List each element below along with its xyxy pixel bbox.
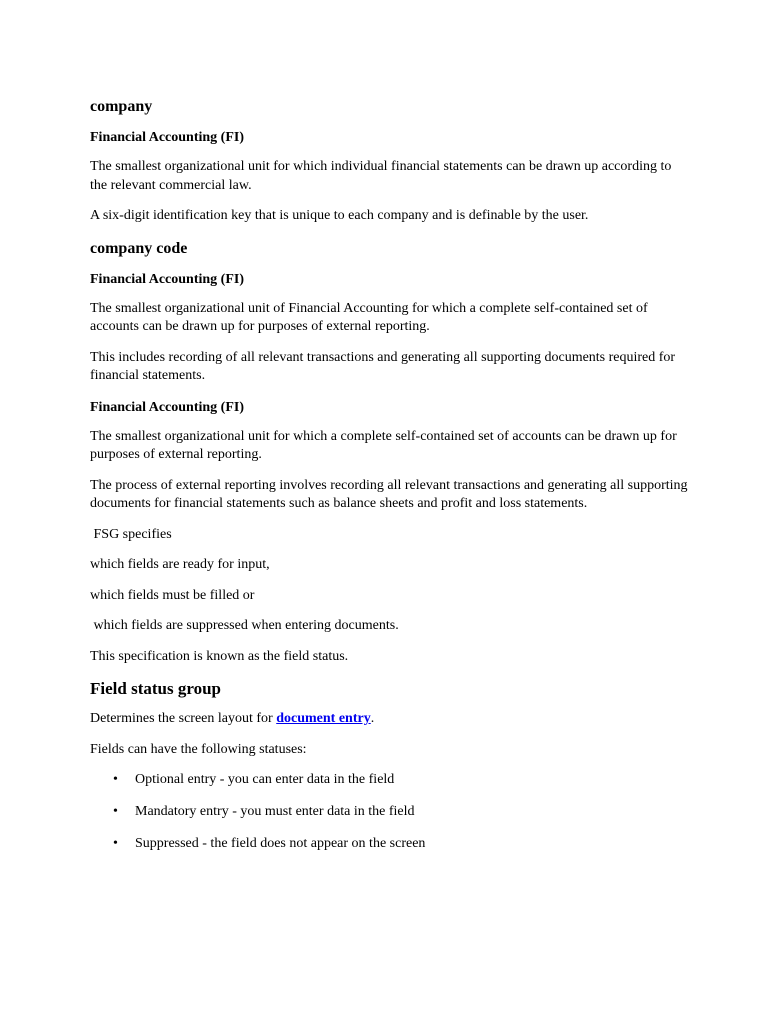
fsg-specifies: FSG specifies	[90, 526, 172, 542]
area-label: Financial Accounting (FI)	[90, 130, 245, 145]
list-item-text: Mandatory entry - you must enter data in the field	[135, 804, 415, 819]
intro-suffix: .	[370, 711, 375, 726]
bullet-icon: •	[113, 836, 118, 851]
statuses-intro: Fields can have the following statuses:	[90, 741, 307, 757]
company-definition: The smallest organizational unit for which individual financial statements can be drawn up according to the relevant commercial law.	[90, 159, 672, 193]
heading-company-code: company code	[90, 239, 188, 257]
bullet-icon: •	[113, 772, 118, 787]
external-reporting-process: The process of external reporting involves recording all relevant transactions and generating all supporting documents for financial statements such as balance sheets and profit and loss statements.	[90, 477, 688, 511]
intro-prefix: Determines the screen layout for	[90, 711, 277, 726]
bullet-icon: •	[113, 804, 118, 819]
fsg-line-input: which fields are ready for input,	[90, 557, 270, 572]
status-list	[90, 771, 690, 854]
field-status-group-intro	[90, 710, 690, 729]
heading-company: company	[90, 98, 153, 115]
list-item	[113, 771, 690, 790]
fsg-known-as: This specification is known as the field status.	[90, 648, 349, 664]
list-item	[113, 803, 690, 822]
fsg-line-suppressed: which fields are suppressed when entering documents.	[90, 618, 399, 633]
area-label: Financial Accounting (FI)	[90, 399, 245, 415]
list-item	[113, 835, 690, 854]
area-label: Financial Accounting (FI)	[90, 271, 245, 287]
document-body	[90, 96, 690, 867]
company-code-includes: This includes recording of all relevant transactions and generating all supporting documents required for financial statements.	[90, 349, 676, 383]
fsg-line-mandatory: which fields must be filled or	[90, 587, 255, 603]
document-entry-link[interactable]: document entry	[276, 711, 371, 726]
list-item-text: Optional entry - you can enter data in the field	[135, 772, 395, 787]
company-code-definition: The smallest organizational unit of Financial Accounting for which a complete self-contained set of accounts can be drawn up for purposes of external reporting.	[90, 300, 648, 334]
list-item-text: Suppressed - the field does not appear on the screen	[135, 836, 426, 851]
company-code-definition-alt: The smallest organizational unit for which a complete self-contained set of accounts can be drawn up for purposes of external reporting.	[90, 428, 677, 462]
company-key-description: A six-digit identification key that is unique to each company and is definable by the user.	[90, 208, 589, 223]
heading-field-status-group: Field status group	[90, 679, 221, 698]
